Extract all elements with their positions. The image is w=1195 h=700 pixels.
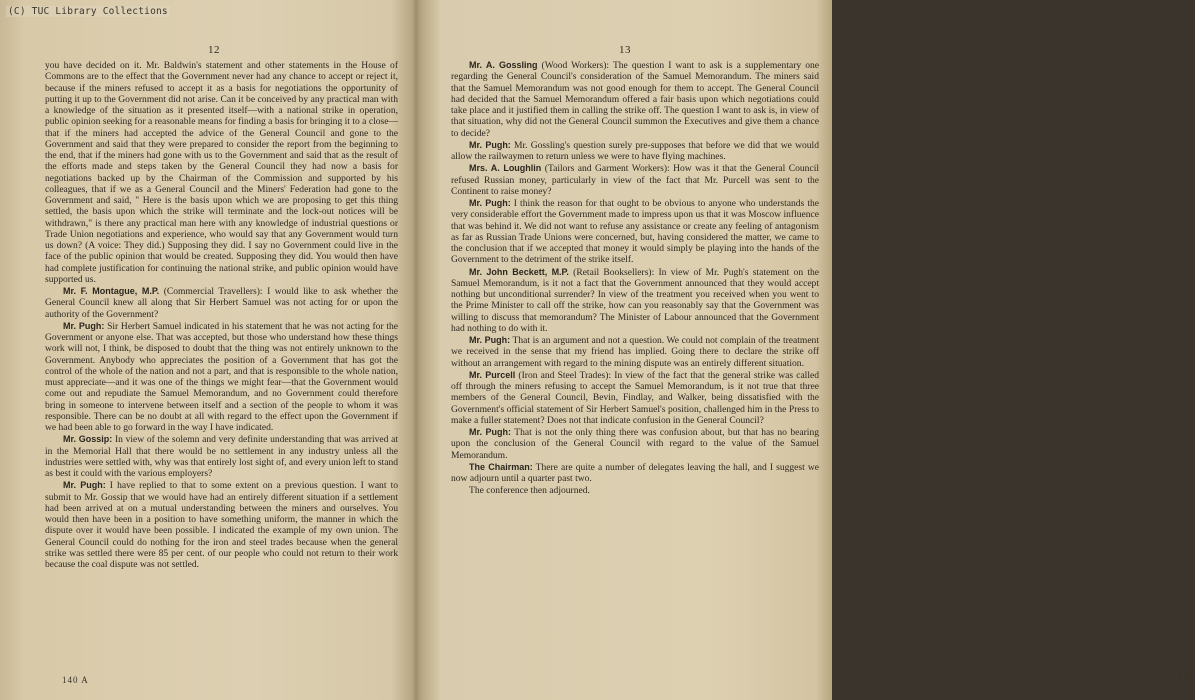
paragraph xyxy=(45,321,398,434)
paragraph xyxy=(451,60,819,139)
paragraph xyxy=(451,163,819,197)
paragraph-text: (Commercial Travellers): I would like to ask whether the General Council knew all along that Sir Herbert Samuel was not acting for or upon the authority of the Government? xyxy=(45,286,398,320)
page-text xyxy=(45,60,398,571)
paragraph-text: (Wood Workers): The question I want to ask is a supplementary one regarding the General Council's consideration of the Samuel Memorandum. The miners said that the Samuel Memorandum was not good enough for them to accept. The General Council had decided that the Samuel Memorandum offered a fair basis upon which negotiations could take place and it justified them in calling the strike off. The question I want to ask is, in view of that situation, why did not the General Council summon the Executives and give them a chance to decide? xyxy=(451,60,819,139)
paragraph xyxy=(451,140,819,163)
page-number: 12 xyxy=(208,44,220,56)
paragraph xyxy=(451,462,819,485)
paragraph xyxy=(451,267,819,335)
speaker-name: Mr. Pugh: xyxy=(469,198,511,208)
speaker-name: Mr. Gossip: xyxy=(63,434,113,445)
paragraph-text: In view of the solemn and very definite understanding that was arrived at in the Memorial Hall that there would be no settlement in any industry unless all the industries were settled with, why was that entirely lost sight of, and every union left to stand as best it could with the various employers? xyxy=(45,434,398,479)
page-number: 13 xyxy=(619,44,631,56)
speaker-name: Mr. Purcell xyxy=(469,369,516,380)
page-footer: 141 A xyxy=(1178,672,1195,692)
paragraph xyxy=(451,427,819,461)
speaker-name: Mr. John Beckett, M.P. xyxy=(469,266,569,277)
paragraph-text: The conference then adjourned. xyxy=(469,485,590,497)
right-page xyxy=(418,0,1195,700)
paragraph-text: you have decided on it. Mr. Baldwin's statement and other statements in the House of Commons are to the effect that the Government never had any chance to accept or reject it, because if the miners refused to accept it as a basis for negotiations the opportunity of putting it up to the Government did not arise. Can it be conceived by any practical man with a knowledge of the situation as it presented itself—with a national strike in operation, public opinion seeking for a reasonable means for finding a basis for bringing it to a close—that if the miners had accepted the advice of the General Council and gone to the Government and said that they were prepared to consider the report from the beginning to the end, that if the miners had gone with us to the Government and said that as the result of the efforts made and steps taken by the General Council they had now a basis for negotiations backed up by the Chairman of the Commission and supported by his colleagues, that if we as a General Council and the Miners' Federation had gone to the Government and said, " Here is the basis upon which we are proposing to get this thing settled, the basis upon which the strike will terminate and the lock-out notices will be withdrawn," is there any practical man here with any knowledge of industrial questions or Trade Union negotiations and experience, who would say that any Government would turn us down? (A voice: They did.) Supposing they did. I say no Government could live in the face of the public opinion that would be created. Supposing they did. You would then have had complete justification for continuing the national strike, and public opinion would have supported us. xyxy=(45,60,398,285)
speaker-name: Mr. Pugh: xyxy=(469,139,511,150)
speaker-name: The Chairman: xyxy=(469,461,533,472)
paragraph xyxy=(451,335,819,369)
paragraph xyxy=(451,198,819,266)
paragraph-text: (Tailors and Garment Workers): How was it that the General Council refused Russian money, particularly in view of the fact that Mr. Purcell was sent to the Continent to raise money? xyxy=(451,163,819,197)
paragraph xyxy=(451,370,819,426)
speaker-name: Mr. Pugh: xyxy=(469,427,512,437)
paragraph xyxy=(45,60,398,285)
paragraph-text: Sir Herbert Samuel indicated in his statement that he was not acting for the Government or anyone else. That was accepted, but those who understand how these things work will not, I think, be disposed to doubt that the thing was not entirely unknown to the Government. Anybody who appreciates the position of a Government that has got the control of the whole of the nation and not a part, and that is responsible to the whole nation, must appreciate—and it was one of the things we might fear—that the Government would come out and repudiate the Samuel Memorandum, and no Government could therefore bring in someone to intervene between itself and a section of the people to whom it was responsible. There can be no doubt at all with regard to the effect upon the Government if we had been able to go forward in the way I have indicated. xyxy=(45,320,399,433)
speaker-name: Mr. Pugh: xyxy=(63,320,105,331)
paragraph-text: Mr. Gossling's question surely pre-supposes that before we did that we would allow the railwaymen to return unless we were to have flying machines. xyxy=(451,139,819,162)
speaker-name: Mrs. A. Loughlin xyxy=(469,163,542,174)
paragraph-text: (Retail Booksellers): In view of Mr. Pugh's statement on the Samuel Memorandum, is it not a fact that the Government announced that they would accept nothing but unconditional surrender? In view of the treatment you received when you went to the Prime Minister to call off the strike, how can you reasonably say that the Government was willing to discuss that memorandum? The Minister of Labour announced that the Government had nothing to do with it. xyxy=(451,266,819,334)
left-page xyxy=(0,0,412,700)
paragraph-text: I have replied to that to some extent on a previous question. I want to submit to Mr. Gossip that we would have had an entirely different situation if a settlement had been arrived at on a mutual understanding between the miners and ourselves. You would then have been in a position to have something uniform, the manner in which the dispute over it would have been possible. I indicated the example of my own union. The General Council could do nothing for the iron and steel trades because when the general strike was settled there were 85 per cent. of our people who could not return to their work because the coal dispute was not settled. xyxy=(45,480,398,570)
speaker-name: Mr. F. Montague, M.P. xyxy=(63,286,160,296)
paragraph-text: I think the reason for that ought to be obvious to anyone who understands the very considerable effort the Government made to impress upon us that it was Moscow influence that was behind it. We did not want to refuse any assistance or create any feeling of antagonism as far as Russian Trade Unions were concerned, but, having considered the matter, we came to the conclusion that if we accepted that money it would simply be playing into the hands of the Government to the detriment of the strike itself. xyxy=(451,198,819,266)
paragraph xyxy=(45,286,398,320)
collection-credit: (C) TUC Library Collections xyxy=(8,6,168,17)
paragraph-text: That is an argument and not a question. We could not complain of the treatment we received in the sense that my friend has implied. Going there to declare the strike off without an arrangement with regard to the mining dispute was an entirely different situation. xyxy=(451,335,819,369)
page-footer: 140 A xyxy=(62,675,89,685)
speaker-name: Mr. A. Gossling xyxy=(469,60,538,70)
paragraph-text: (Iron and Steel Trades): In view of the fact that the general strike was called off through the miners refusing to accept the Samuel Memorandum, is it not true that three members of the General Council, Bevin, Findlay, and Walker, being dissatisfied with the Government's official statement of Sir Herbert Samuel's position, challenged him in the Press to make a fuller statement? Does not that indicate confusion in the General Council? xyxy=(451,369,819,426)
speaker-name: Mr. Pugh: xyxy=(63,480,106,491)
paragraph xyxy=(45,434,398,479)
paragraph-text: There are quite a number of delegates leaving the hall, and I suggest we now adjourn until a quarter past two. xyxy=(451,461,819,484)
paragraph-text: That is not the only thing there was confusion about, but that has no bearing upon the conclusion of the General Council with regard to the value of the Samuel Memorandum. xyxy=(451,427,819,461)
paragraph xyxy=(451,485,819,496)
paragraph xyxy=(45,480,398,570)
page-text xyxy=(451,60,819,498)
speaker-name: Mr. Pugh: xyxy=(469,335,511,345)
